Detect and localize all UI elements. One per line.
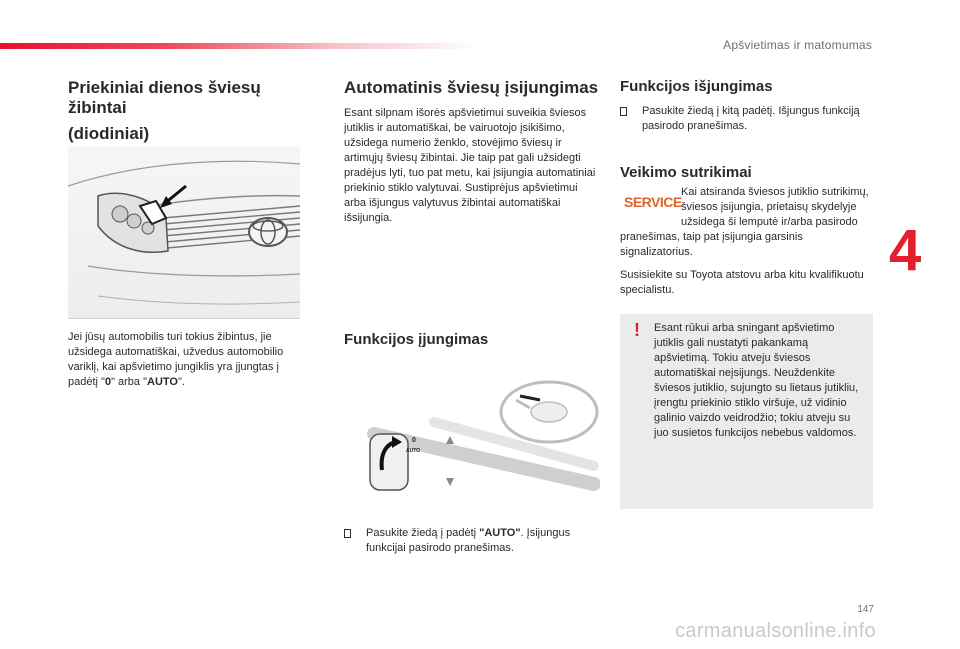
daytime-lights-body <box>68 330 308 390</box>
activation-text-part: . Įsijungus funkcijai pasirodo pranešimas. <box>366 527 571 554</box>
light-stalk-illustration <box>344 374 600 500</box>
headlight-photo <box>68 146 300 319</box>
activation-auto-label: "AUTO" <box>479 527 521 539</box>
activation-bullet <box>344 526 600 556</box>
step-marker-icon <box>344 529 351 538</box>
fault-body <box>620 185 873 260</box>
deactivation-bullet <box>620 104 878 134</box>
fault-title: Veikimo sutrikimai <box>620 164 752 181</box>
watermark: carmanualsonline.info <box>675 620 876 642</box>
warning-note-text: Esant rūkui arba sningant apšvietimo jutiklis gali nustatyti pakankamą apšvietimą. Tokiu atveju šviesos automatiškai neįsijungs. Neuždenkite šviesos jutiklio, sujungto su lietaus jutikliu, įrengtu priekinio stiklo viršuje, už vidinio galinio vaizdo veidrodžio; tokiu atveju su juo susietos funkcijos nebebus valdomos. <box>654 322 859 439</box>
position-auto-label: AUTO <box>147 376 178 388</box>
contact-text: Susisiekite su Toyota atstovu arba kitu kvalifikuotu specialistu. <box>620 269 864 296</box>
stalk-photo <box>344 374 600 500</box>
headlight-illustration <box>68 146 300 318</box>
deactivation-text: Pasukite žiedą į kitą padėtį. Išjungus funkciją pasirodo pranešimas. <box>642 105 860 132</box>
step-marker-icon <box>620 107 627 116</box>
daytime-lights-text <box>68 330 308 390</box>
daytime-lights-title: Priekiniai dienos šviesų žibintai <box>68 78 261 117</box>
ring-label-zero: 0 <box>412 437 416 444</box>
daytime-lights-subtitle: (diodiniai) <box>68 124 150 143</box>
daytime-body-part: " arba " <box>111 376 148 388</box>
header-accent-bar <box>0 43 480 49</box>
column-daytime-lights <box>68 78 303 144</box>
section-title: Apšvietimas ir matomumas <box>723 38 872 52</box>
column-automatic-lights <box>344 78 600 226</box>
exclamation-icon: ! <box>634 320 640 340</box>
automatic-lights-title: Automatinis šviesų įsijungimas <box>344 78 599 97</box>
daytime-body-part: ". <box>177 376 185 388</box>
service-icon-spacer <box>620 185 681 230</box>
position-zero-label: 0 <box>104 376 112 388</box>
contact-block <box>620 268 878 298</box>
page-number: 147 <box>857 604 874 615</box>
fault-section <box>620 164 878 182</box>
chapter-number: 4 <box>889 218 922 283</box>
warning-note-box <box>620 314 873 509</box>
fault-text-top <box>620 185 873 260</box>
automatic-lights-body: Esant silpnam išorės apšvietimui suveikia šviesos jutiklis ir automatiškai, be vairuotojo įsikišimo, užsidega numerio ženklo, stovėjimo šviesų ir artimųjų šviesų žibintai. Jie taip pat gali užsidegti pradėjus lyti, tuo pat metu, kai įsijungia automatiniai priekinio stiklo valytuvai. Sustiprėjus apšvietimui arba išjungus valytuvus žibintai automatiškai išsijungia. <box>344 107 596 224</box>
column-deactivation <box>620 78 878 134</box>
fault-body-text: Kai atsiranda šviesos jutiklio sutrikimų, šviesos įsijungia, prietaisų skydelyje užsidega ši lemputė ir/arba pasirodo pranešimas, taip pat įsijungia garsinis signalizatorius. <box>620 186 869 258</box>
activation-step <box>344 526 600 556</box>
activation-title: Funkcijos įjungimas <box>344 331 489 348</box>
activation-text-part: Pasukite žiedą į padėtį <box>366 527 480 539</box>
deactivation-title: Funkcijos išjungimas <box>620 78 773 95</box>
daytime-body-part: Jei jūsų automobilis turi tokius žibintus, jie užsidega automatiškai, užvedus automobilio variklį, kai apšvietimo jungiklis yra įjungtas į padėtį " <box>68 331 284 388</box>
activation-section <box>344 331 600 349</box>
ring-label-auto: AUTO <box>406 448 421 454</box>
service-warning-icon: SERVICE <box>624 194 682 210</box>
